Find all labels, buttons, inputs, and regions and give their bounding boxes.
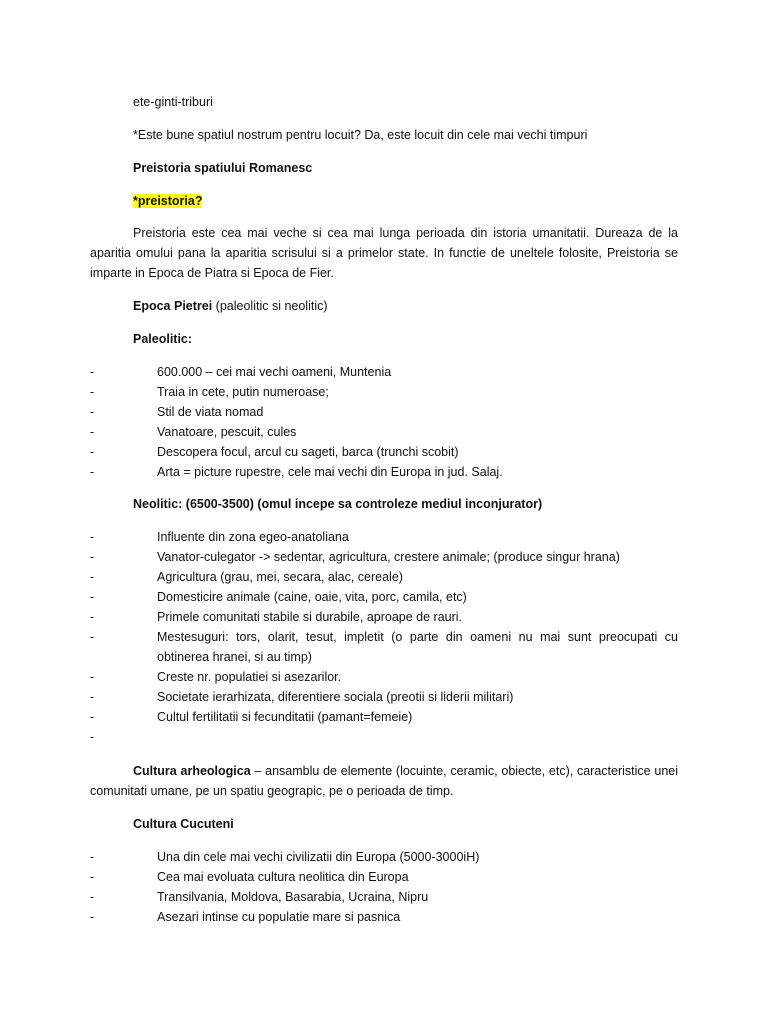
list-dash: -	[90, 870, 95, 884]
list-item	[90, 667, 678, 687]
section-heading: Neolitic: (6500-3500) (omul incepe sa controleze mediul inconjurator)	[133, 497, 543, 511]
list-item-text: Creste nr. populatiei si asezarilor.	[157, 670, 342, 684]
paragraph-text: – ansamblu de elemente (locuinte, ceramic, obiecte, etc), caracteristice unei comunitati umane, pe un spatiu geograpic, pe o perioada de timp.	[90, 764, 678, 798]
list-item	[90, 867, 678, 887]
list-item-text: Vanator-culegator -> sedentar, agricultura, crestere animale; (produce singur hrana)	[157, 550, 620, 564]
list-item	[90, 707, 678, 727]
list-item	[90, 362, 678, 382]
list-item	[90, 462, 678, 482]
list-item-text: Stil de viata nomad	[157, 405, 264, 419]
list-item-text: Domesticire animale (caine, oaie, vita, porc, camila, etc)	[157, 590, 467, 604]
list-dash: -	[90, 385, 95, 399]
list-item-text: Mestesuguri: tors, olarit, tesut, impletit (o parte din oameni nu mai sunt preocupati cu obtinerea hranei, si au timp)	[157, 630, 678, 664]
term-bold: Cultura arheologica	[133, 764, 251, 778]
list-dash: -	[90, 670, 95, 684]
highlighted-question	[133, 191, 693, 211]
list-dash: -	[90, 630, 95, 644]
list-item	[90, 402, 678, 422]
list-item-text: Societate ierarhizata, diferentiere sociala (preotii si liderii militari)	[157, 690, 514, 704]
list-dash: -	[90, 590, 95, 604]
list-item	[90, 887, 678, 907]
list-item	[90, 527, 678, 547]
paleolitic-list	[90, 362, 678, 482]
cucuteni-list	[90, 847, 678, 927]
list-item-text: Arta = picture rupestre, cele mai vechi din Europa in jud. Salaj.	[157, 465, 503, 479]
list-dash: -	[90, 570, 95, 584]
list-item	[90, 567, 678, 587]
list-item-text: Agricultura (grau, mei, secara, alac, cereale)	[157, 570, 403, 584]
list-item	[90, 442, 678, 462]
list-dash: -	[90, 425, 95, 439]
heading-rest: (paleolitic si neolitic)	[212, 299, 328, 313]
list-item	[90, 627, 678, 667]
text-line: *Este bune spatiul nostrum pentru locuit? Da, este locuit din cele mai vechi timpuri	[133, 128, 588, 142]
list-dash: -	[90, 730, 95, 744]
section-heading	[133, 296, 693, 316]
list-item-text: Traia in cete, putin numeroase;	[157, 385, 329, 399]
list-item-text: Descopera focul, arcul cu sageti, barca (trunchi scobit)	[157, 445, 459, 459]
list-dash: -	[90, 850, 95, 864]
list-item	[90, 847, 678, 867]
list-dash: -	[90, 710, 95, 724]
section-heading: Preistoria spatiului Romanesc	[133, 161, 313, 175]
list-item	[90, 422, 678, 442]
paragraph-text: Preistoria este cea mai veche si cea mai lunga perioada din istoria umanitatii. Dureaza de la aparitia omului pana la aparitia scrisului si a primelor state. In functie de uneltele folosite, Preistoria se imparte in Epoca de Piatra si Epoca de Fier.	[90, 226, 678, 280]
list-item-text: Asezari intinse cu populatie mare si pasnica	[157, 910, 401, 924]
list-item	[90, 607, 678, 627]
list-dash: -	[90, 465, 95, 479]
list-dash: -	[90, 610, 95, 624]
list-dash: -	[90, 405, 95, 419]
list-item	[90, 687, 678, 707]
neolitic-list	[90, 527, 678, 744]
list-dash: -	[90, 365, 95, 379]
list-item-text: Cultul fertilitatii si fecunditatii (pamant=femeie)	[157, 710, 413, 724]
list-item	[90, 547, 678, 567]
list-dash: -	[90, 445, 95, 459]
paragraph	[90, 223, 678, 283]
list-dash: -	[90, 530, 95, 544]
list-item-text: Cea mai evoluata cultura neolitica din Europa	[157, 870, 409, 884]
highlight-mark: *preistoria?	[133, 194, 203, 208]
list-dash: -	[90, 890, 95, 904]
paragraph	[90, 761, 678, 801]
list-dash: -	[90, 690, 95, 704]
list-item	[90, 382, 678, 402]
list-item-text: Influente din zona egeo-anatoliana	[157, 530, 349, 544]
list-item-text: Una din cele mai vechi civilizatii din Europa (5000-3000iH)	[157, 850, 480, 864]
list-dash: -	[90, 550, 95, 564]
heading-bold: Epoca Pietrei	[133, 299, 213, 313]
list-item-text: Transilvania, Moldova, Basarabia, Ucraina, Nipru	[157, 890, 429, 904]
section-heading: Paleolitic:	[133, 332, 193, 346]
section-heading: Cultura Cucuteni	[133, 817, 234, 831]
text-line: ete-ginti-triburi	[133, 95, 213, 109]
list-item-text: Vanatoare, pescuit, cules	[157, 425, 297, 439]
list-item	[90, 907, 678, 927]
list-item	[90, 587, 678, 607]
list-item-text: Primele comunitati stabile si durabile, aproape de rauri.	[157, 610, 463, 624]
list-dash: -	[90, 910, 95, 924]
list-item-text: 600.000 – cei mai vechi oameni, Muntenia	[157, 365, 392, 379]
